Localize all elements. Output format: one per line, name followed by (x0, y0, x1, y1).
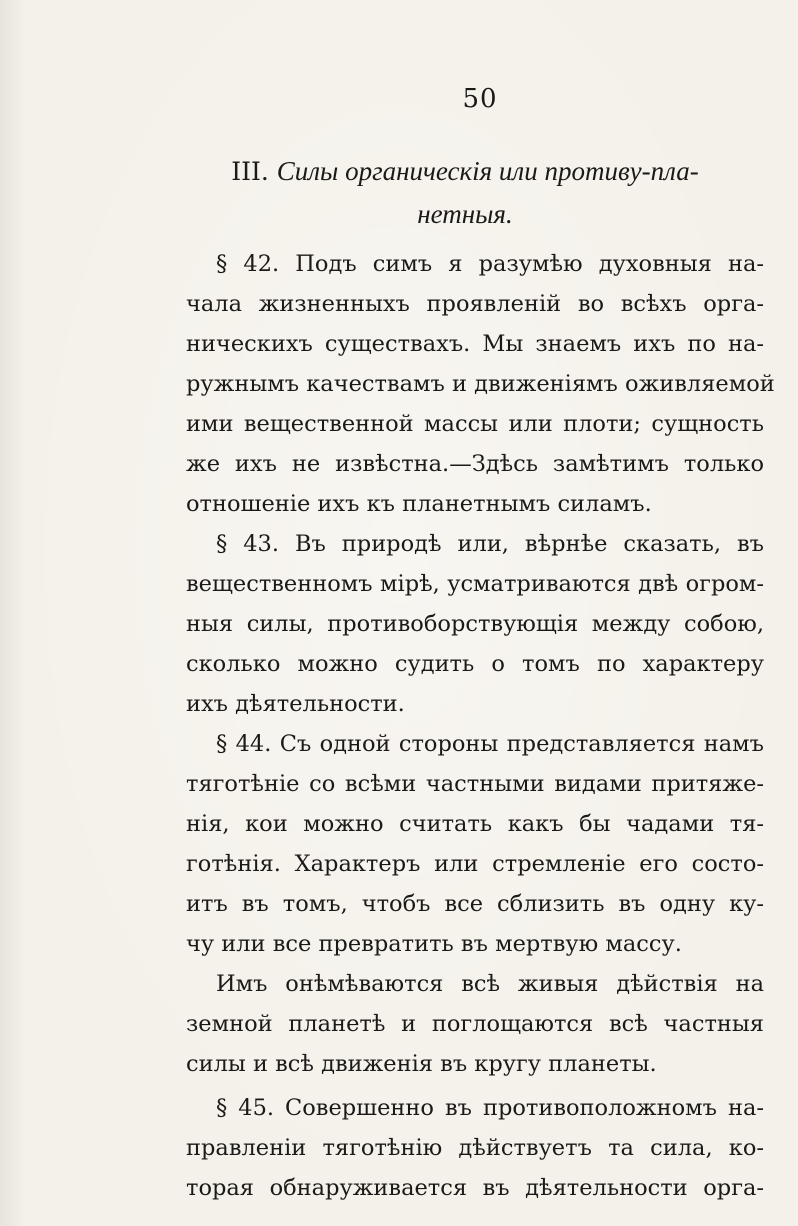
paragraph-45-line-1: § 45. Совершенно въ противоположномъ на- (216, 1095, 764, 1121)
section-heading (150, 150, 780, 193)
paragraph-44-line-2: тяготѣніе со всѣми частными видами притяже- (186, 771, 764, 797)
section-title-part-2: нетныя. (417, 199, 513, 229)
paragraph-42-line-4: ружнымъ качествамъ и движеніямъ оживляемой (186, 371, 775, 397)
paragraph-44-line-4: готѣнія. Характеръ или стремленіе его состо- (186, 851, 764, 877)
paragraph-44b-line-1: Имъ онѣмѣваются всѣ живыя дѣйствія на (216, 971, 764, 997)
paragraph-43-line-3: ныя силы, противоборствующія между собою, (186, 611, 764, 637)
paragraph-43-line-2: вещественномъ мірѣ, усматриваются двѣ огром- (186, 571, 764, 597)
paragraph-43-line-5: ихъ дѣятельности. (186, 691, 405, 717)
paragraph-44-line-3: нія, кои можно считать какъ бы чадами тя- (186, 811, 764, 837)
page-number: 50 (462, 84, 498, 114)
paragraph-44-line-5: итъ въ томъ, чтобъ все сблизить въ одну ку- (186, 891, 764, 917)
paragraph-42-line-2: чала жизненныхъ проявленій во всѣхъ орга- (186, 291, 764, 317)
paragraph-45-line-3: торая обнаруживается въ дѣятельности орга- (186, 1175, 764, 1201)
paragraph-43-line-4: сколько можно судить о томъ по характеру (186, 651, 764, 677)
paragraph-44-line-1: § 44. Съ одной стороны представляется намъ (216, 731, 764, 757)
paragraph-44b-line-2: земной планетѣ и поглощаются всѣ частныя (186, 1011, 764, 1037)
paragraph-42-line-7: отношеніе ихъ къ планетнымъ силамъ. (186, 491, 652, 517)
paragraph-44-line-6: чу или все превратить въ мертвую массу. (186, 931, 682, 957)
paragraph-42-line-3: ническихъ существахъ. Мы знаемъ ихъ по на- (186, 331, 764, 357)
section-numeral: III. (231, 157, 269, 186)
paragraph-45-line-2: правленіи тяготѣнію дѣйствуетъ та сила, ко- (186, 1135, 764, 1161)
paragraph-43-line-1: § 43. Въ природѣ или, вѣрнѣе сказать, въ (216, 531, 764, 557)
section-heading-continued (150, 193, 780, 236)
paragraph-44b-line-3: силы и всѣ движенія въ кругу планеты. (186, 1051, 657, 1077)
paragraph-42-line-5: ими вещественной массы или плоти; сущность (186, 411, 764, 437)
paragraph-42-line-1: § 42. Подъ симъ я разумѣю духовныя на- (216, 251, 764, 277)
section-title-part-1: Силы органическія или противу-пла- (276, 156, 699, 186)
paragraph-42-line-6: же ихъ не извѣстна.—Здѣсь замѣтимъ только (186, 451, 764, 477)
